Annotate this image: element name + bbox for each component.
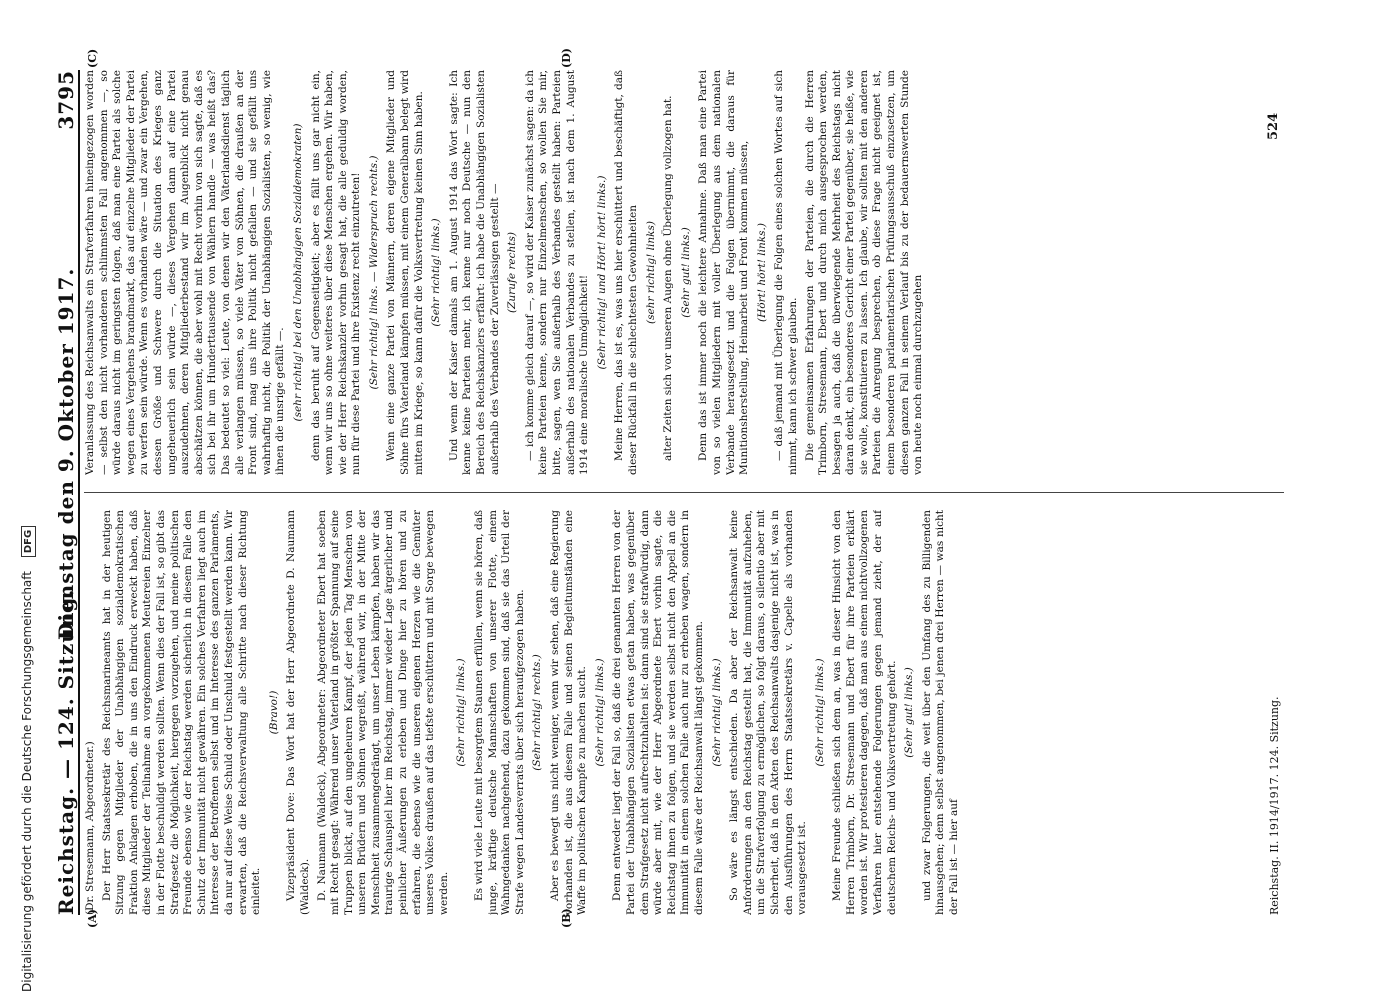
interjection: (Sehr richtig! links.) (813, 658, 826, 767)
page-number: 524 (1266, 112, 1281, 140)
paragraph: (Dr. Stresemann, Abgeordneter.) (84, 741, 96, 915)
left-text-column (84, 510, 1284, 915)
paragraph: alter Zeiten sich vor unseren Augen ohne Überlegung vollzogen hat. (662, 95, 675, 461)
paragraph: Meine Freunde schließen sich dem an, was in dieser Hinsicht von den Herren Trimborn, Dr. Stresemann und Ebert für ihre Parteien erklärt worden ist. Wir protestieren dagegen, daß man aus einem nichtvollzogenen Verfahren hier entstehende Folgerungen gegen jemand zieht, der auf deutschem Reichs- und Volksvertretung gehört. (831, 510, 898, 915)
header-page-number: 3795 (54, 70, 78, 130)
paragraph: Wenn eine ganze Partei von Männern, deren eigene Mitglieder und Söhne fürs Vaterland kämpfen müssen, mit einem Generalbann belegt wird mitten im Kriege, so kann dafür die Volksvertretung keinen Sinn haben. (385, 70, 425, 475)
interjection: (Hört! hört! links.) (755, 223, 768, 322)
paragraph: Veranlassung des Reichsanwalts ein Strafverfahren hineingezogen worden — selbst den nicht vorhandenen schlimmsten Fall angenommen —, so würde daraus nicht im geringsten folgen, daß man eine Partei als solche wegen eines Vergehens brandmarkt, das auf einzelne Mitglieder der Partei zu werfen sein würde. Wenn es vorhanden wäre — und zwar ein Vergehen, dessen Größe und Schwere durch die Situation des Krieges ganz ungeheuerlich sein würde —, dieses Vergehen dann auf eine Partei auszudehnen, deren Mitgliederbestand wir im Augenblick nicht genau abschätzen können, die aber wohl mit Recht vorhin von sich sagte, daß es sich bei ihr um Hunderttausende von Wählern handle — was heißt das? Das bedeutet so viel: Leute, von denen wir den Väterlandsdienst täglich alle verlangen müssen, so viele Väter von Söhnen, die draußen an der Front sind, mag uns ihre Politik nicht gefallen — und sie gefällt uns wahrhaftig nicht, die Politik der Unabhängigen Sozialisten, so wenig, wie ihnen die unsrige gefällt —. (84, 70, 287, 475)
margin-marker-a: (A) (86, 909, 99, 928)
column-divider (84, 492, 1284, 493)
digitization-credit (20, 32, 36, 992)
dfg-logo: DFG (21, 526, 36, 557)
margin-marker-d: (D) (560, 48, 573, 68)
paragraph: denn das beruht auf Gegenseitigkeit; aber es fällt uns gar nicht ein, wenn wir uns so ohne weiteres über diese Menschen ergehen. Wir haben, wie der Herr Reichskanzler vorhin gesagt hat, die alle geduldig worden, nun für diese Partei und ihre Existenz recht einzutreten! (309, 70, 363, 475)
signature-line: Reichstag. II. 1914/1917. 124. Sitzung. (1268, 696, 1281, 915)
right-text-column (84, 70, 1284, 475)
interjection: (Bravo!) (267, 690, 280, 735)
page-header (52, 70, 80, 915)
paragraph: Meine Herren, das ist es, was uns hier erschüttert und beschäftigt, daß dieser Rückfall in die schlechtesten Gewohnheiten (613, 70, 639, 475)
paragraph: Denn das ist immer noch die leichtere Annahme. Daß man eine Partei von so vielen Mitgliedern mit voller Überlegung aus dem nationalen Verbande herausgesetzt und die Folgen übernimmt, die daraus für Munitionsherstellung, Heimarbeit und Front kommen müssen, (697, 70, 751, 475)
margin-marker-b: (B) (560, 908, 573, 928)
paragraph: Es wird viele Leute mit besorgtem Staunen erfüllen, wenn sie hören, daß junge, kräftige deutsche Mannschaften von unserer Flotte, einem Wahngedanken nachgehend, dazu gekommen sind, daß sie das Urteil der Strafe wegen Landesverrats über sich heraufgezogen haben. (473, 510, 526, 915)
interjection: (Zurufe rechts) (506, 232, 519, 313)
paragraph: So wäre es längst entschieden. Da aber der Reichsanwalt keine Anforderungen an den Reichstag gestellt hat, die Immunität aufzuheben, um die Strafverfolgung zu ermöglichen, so folgt daraus, o silentio aber mit Sicherheit, daß in den Akten des Reichsanwalts dasjenige nicht ist, was in den Ausführungen des Herrn Staatssekretärs v. Capelle als vorhanden vorausgesetzt ist. (728, 510, 809, 915)
margin-marker-c: (C) (86, 48, 99, 68)
header-date: Dienstag den 9. Oktober 1917. 3795 (54, 70, 78, 640)
interjection: (Sehr gut! links.) (903, 667, 916, 758)
paragraph: Und wenn der Kaiser damals am 1. August 1914 das Wort sagte: Ich kenne keine Parteien mehr, ich kenne nur noch Deutsche — nun den Bereich des Reichskanzlers erfährt: ich habe die Unabhängigen Sozialisten außerhalb des Verbandes der Zuverlässigen gestellt — (447, 70, 501, 475)
credit-text: Digitalisierung gefördert durch die Deutsche Forschungsgemeinschaft (20, 570, 34, 992)
paragraph: Die gemeinsamen Erfahrungen der Parteien, die durch die Herren Trimborn, Stresemann, Ebert und durch mich ausgesprochen werden, besagen ja auch, daß die überwiegende Mehrheit des Reichstags nicht daran denkt, ein besonderes Gericht einer Partei gegenüber, sie heiße, wie sie wolle, konstituieren zu lassen. Ich glaube, wir sollten mit den anderen Parteien die Anregung besprechen, ob diese Frage nicht geeignet ist, einem besonderen parlamentarischen Prüfungsausschuß einzusetzen, um diesen ganzen Fall in seinem Verlauf bis zu der bedauernswerten Stunde von heute noch einmal durchzugehen (803, 70, 925, 475)
interjection: (Sehr gut! links.) (679, 227, 692, 318)
paragraph: Denn entweder liegt der Fall so, daß die drei genannten Herren von der Partei der Unabhängigen Sozialisten etwas getan haben, was gegenüber dem Strafgesetz nicht aufrechtzuhalten ist: dann sind sie strafwürdig, dann würde aber mit, wie der Herr Abgeordnete Ebert vorhin sagte, die Reichstag ihnen zu folgen, und sie werden selbst nicht den Appell an die Immunität in einem solchen Falle auch nur zu erheben wagen, sondern in diesem Falle wäre der Reichsanwalt längst gekommen. (611, 510, 705, 915)
paragraph: — daß jemand mit Überlegung die Folgen eines solchen Wortes auf sich nimmt, kann ich schwer glauben. (773, 70, 799, 475)
interjection: (Sehr richtig! rechts.) (531, 654, 544, 771)
interjection: (Sehr richtig! links.) (710, 658, 723, 767)
paragraph: D. Naumann (Waldeck), Abgeordneter: Abgeordneter Ebert hat soeben mit Recht gesagt: Während unser Vaterland in größter Spannung auf seine Truppen blickt, auf den ungeheuren Kampf, der jeden Tag Menschen von unseren Brüdern und Söhnen wegreißt, während wir, in der Mitte der Menschheit zusammengedrängt, um unser Leben kämpfen, haben wir das traurige Schauspiel hier im Reichstag, immer wieder Lage ärgerlicher und peinlicher Äußerungen zu erleben und Dinge hier zu hören und zu erfahren, die ebenso wie die unseren eigenen Herzen wie die Gemüter unseres Volkes draußen auf das tiefste erschüttern und mit Sorge bewegen werden. (315, 510, 450, 915)
interjection: (Sehr richtig! und Hört! hört! links.) (595, 175, 608, 370)
paragraph: und zwar Folgerungen, die weit über den Umfang des zu Billigenden hinausgehen; denn selbst angenommen, bei jenen drei Herren — was nicht der Fall ist — hier auf (920, 510, 961, 915)
interjection: (sehr richtig! bei den Unabhängigen Sozialdemokraten) (291, 123, 304, 422)
paragraph: Der Herr Staatssekretär des Reichsmarineamts hat in der heutigen Sitzung gegen Mitglieder der Unabhängigen sozialdemokratischen Fraktion Anklagen erhoben, die in uns den Eindruck erweckt haben, daß diese Mitglieder der Teilnahme an vorgekommenen Meutereien Einzelner in der Flotte beschuldigt werden sollten. Wenn dies der Fall ist, so gibt das Strafgesetz die Möglichkeit, hiergegen vorzugehen, und meine politischen Freunde ebenso wie der Reichstag werden sicherlich in diesem Falle den Schutz der Immunität nicht gewähren. Ein solches Verfahren liegt auch im Interesse der Betroffenen selbst und im Interesse des ganzen Parlaments, da nur auf diese Weise Schuld oder Unschuld festgestellt werden kann. Wir erwarten, daß die Reichsverwaltung alle Schritte nach dieser Richtung einleitet. (100, 510, 263, 915)
paragraph: Vizepräsident Dove: Das Wort hat der Herr Abgeordnete D. Naumann (Waldeck). (285, 510, 311, 915)
interjection: (Sehr richtig! links.) (593, 658, 606, 767)
paragraph: Aber es bewegt uns nicht weniger, wenn wir sehen, daß eine Regierung vorhanden ist, die aus diesem Falle und seinen Begleitumständen eine Waffe im politischen Kampfe zu machen sucht. (549, 510, 589, 915)
interjection: (sehr richtig! links) (644, 220, 657, 325)
interjection: (Sehr richtig! links.) (430, 218, 443, 327)
header-session: Reichstag. — 124. Sitzung. (54, 588, 78, 915)
interjection: (Sehr richtig! links.) (455, 658, 468, 767)
paragraph: — ich komme gleich darauf —, so wird der Kaiser zunächst sagen: da ich keine Parteien kenne, sondern nur Einzelmenschen, so wollen Sie mir, bitte, sagen, wen Sie außerhalb des Verbandes gestellt haben: Parteien außerhalb des nationalen Verbandes zu stellen, ist nach dem 1. August 1914 eine moralische Unmöglichkeit! (523, 70, 591, 475)
interjection: (Sehr richtig! links. — Widerspruch rechts.) (367, 155, 380, 390)
